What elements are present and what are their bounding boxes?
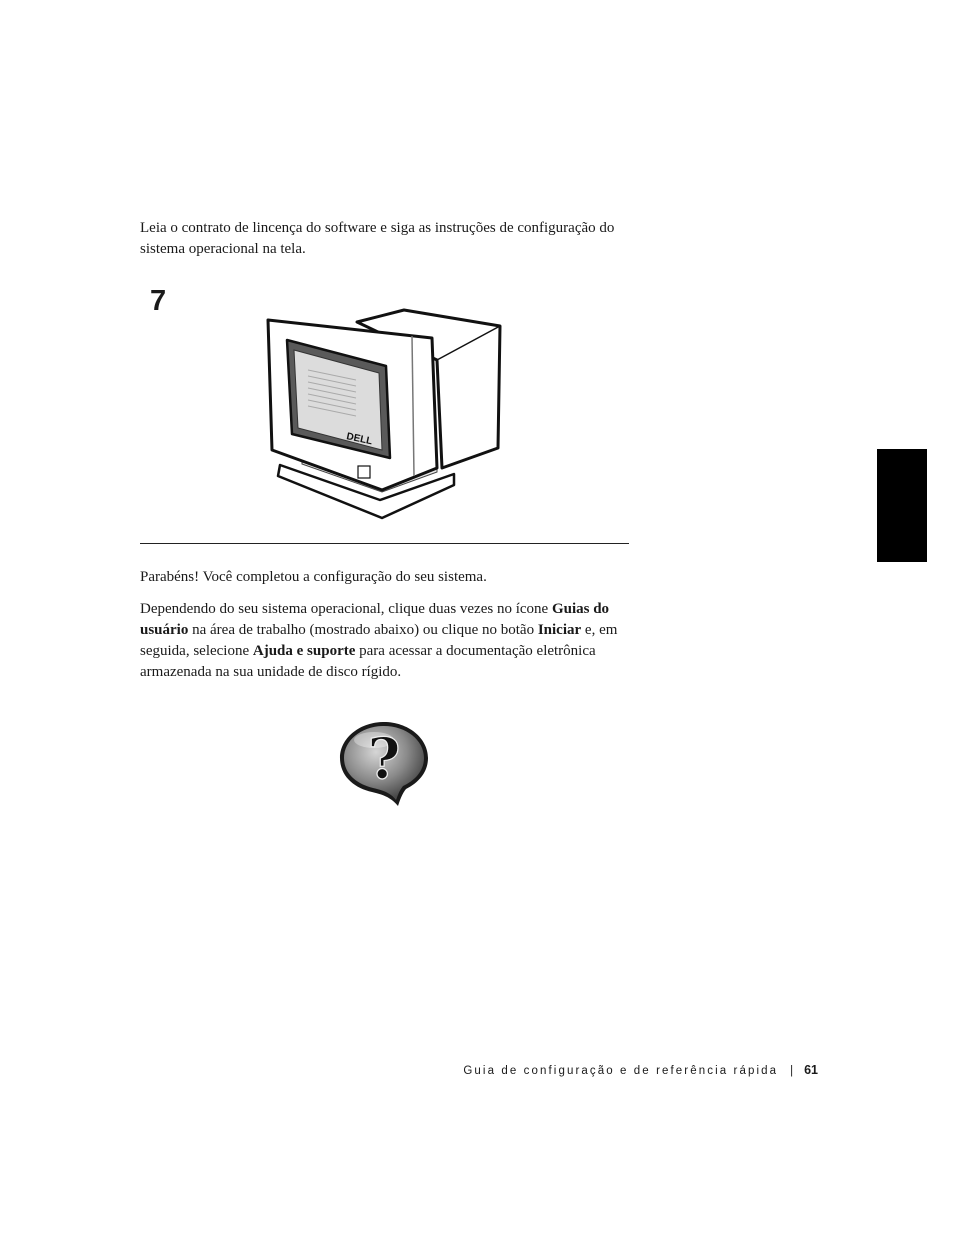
iniciar-label: Iniciar: [537, 622, 582, 638]
instructions-text-2: na área de trabalho (mostrado abaixo) ou clique no botão: [188, 622, 538, 638]
chapter-thumb-tab: [877, 449, 927, 562]
question-mark-speech-bubble-icon: [336, 718, 432, 810]
section-divider: [140, 543, 629, 544]
congrats-paragraph: Parabéns! Você completou a configuração do seu sistema.: [140, 569, 487, 585]
ajuda-e-suporte-label: Ajuda e suporte: [252, 643, 356, 659]
instructions-text-3: e, em seguida, selecione: [140, 622, 618, 659]
intro-paragraph: Leia o contrato de lincença do software e siga as instruções de configuração do sistema operacional na tela.: [140, 220, 615, 257]
instructions-text-4: para acessar a documentação eletrônica armazenada na sua unidade de disco rígido.: [140, 643, 596, 680]
monitor-illustration: [262, 300, 508, 525]
footer-title: Guia de configuração e de referência rápida: [463, 1065, 779, 1077]
instructions-paragraph: [140, 599, 630, 683]
page-number: 61: [804, 1063, 818, 1077]
instructions-text-1: Dependendo do seu sistema operacional, clique duas vezes no ícone: [140, 601, 552, 617]
svg-text:?: ?: [367, 726, 401, 792]
guias-do-usuario-label: Guias do usuário: [140, 601, 610, 638]
step-number: 7: [150, 285, 167, 317]
footer-separator: |: [790, 1065, 794, 1077]
monitor-logo: DELL: [345, 431, 374, 448]
page-footer: [463, 1061, 818, 1080]
